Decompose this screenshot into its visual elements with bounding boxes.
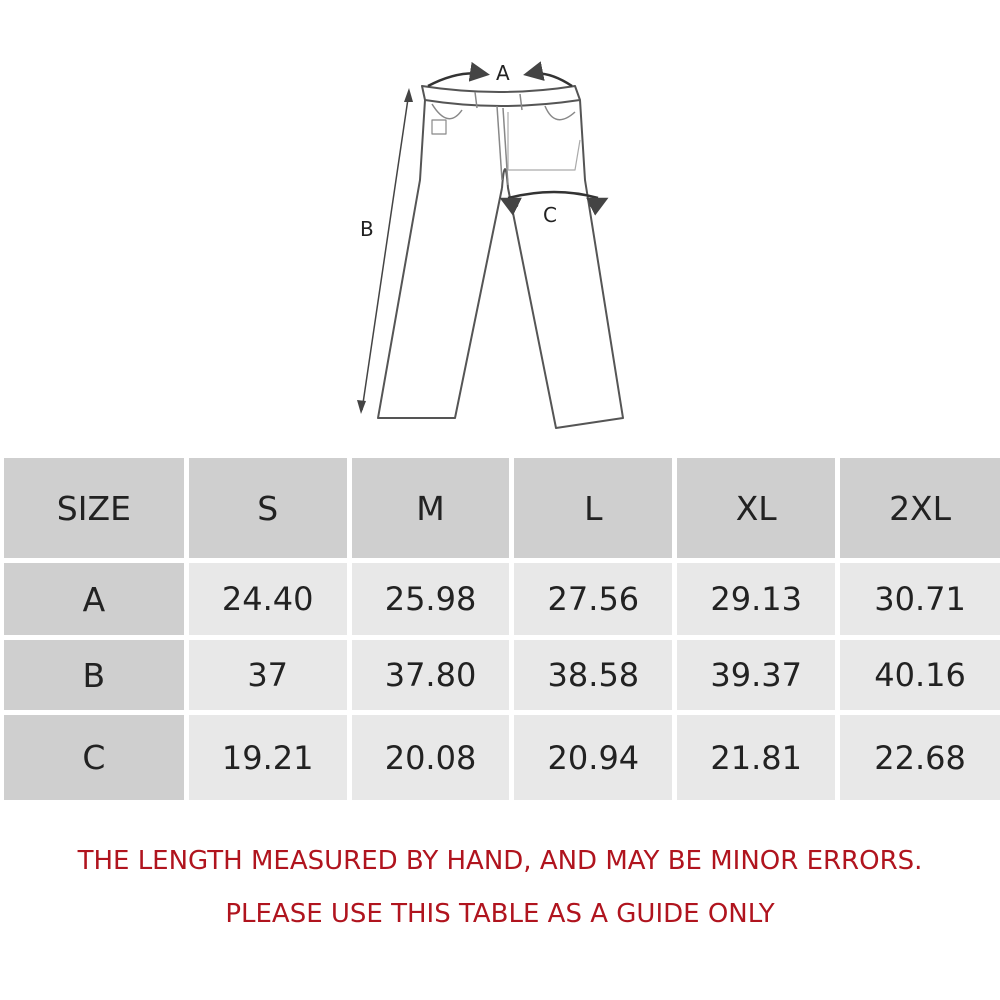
table-row-b	[4, 640, 1000, 710]
table-cell: 37	[189, 640, 347, 710]
table-cell: 30.71	[840, 563, 1000, 635]
table-row-c	[4, 715, 1000, 800]
length-measure-arrow	[357, 88, 413, 414]
table-cell: 39.37	[677, 640, 835, 710]
table-cell: 19.21	[189, 715, 347, 800]
label-a: A	[496, 61, 510, 85]
label-b: B	[360, 217, 374, 241]
label-c: C	[543, 203, 557, 227]
table-cell: 22.68	[840, 715, 1000, 800]
disclaimer-line-1: THE LENGTH MEASURED BY HAND, AND MAY BE MINOR ERRORS.	[77, 846, 923, 876]
table-cell: 24.40	[189, 563, 347, 635]
table-cell: 37.80	[352, 640, 510, 710]
header-l: L	[514, 458, 672, 558]
table-cell: 20.08	[352, 715, 510, 800]
row-label: C	[4, 715, 184, 800]
table-cell: 38.58	[514, 640, 672, 710]
table-cell: 29.13	[677, 563, 835, 635]
pants-measurement-diagram	[0, 0, 1000, 450]
header-xl: XL	[677, 458, 835, 558]
table-header-row	[4, 458, 1000, 558]
disclaimer-line-2: PLEASE USE THIS TABLE AS A GUIDE ONLY	[225, 899, 775, 929]
table-row-a	[4, 563, 1000, 635]
table-cell: 25.98	[352, 563, 510, 635]
size-chart-table	[0, 453, 1000, 805]
table-cell: 21.81	[677, 715, 835, 800]
table-cell: 20.94	[514, 715, 672, 800]
pants-outline	[378, 86, 623, 428]
header-size: SIZE	[4, 458, 184, 558]
header-2xl: 2XL	[840, 458, 1000, 558]
header-s: S	[189, 458, 347, 558]
header-m: M	[352, 458, 510, 558]
row-label: A	[4, 563, 184, 635]
table-cell: 40.16	[840, 640, 1000, 710]
table-cell: 27.56	[514, 563, 672, 635]
row-label: B	[4, 640, 184, 710]
